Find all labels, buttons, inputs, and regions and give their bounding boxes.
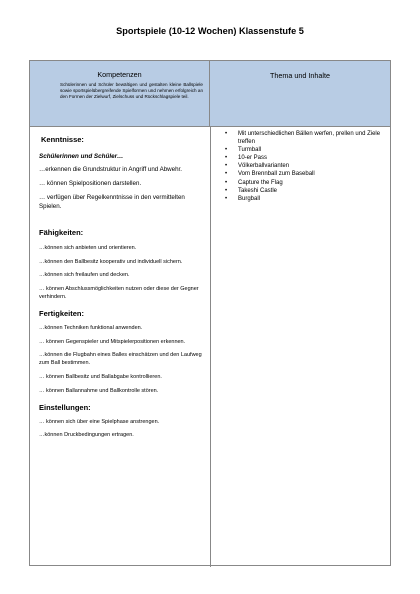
faehigkeiten-item: …können sich anbieten und orientieren. bbox=[39, 244, 137, 251]
kenntnisse-subheading: Schülerinnen und Schüler… bbox=[39, 153, 124, 160]
fertigkeiten-item: … können Gegenspieler und Mitspielerpositionen erkennen. bbox=[39, 338, 186, 345]
fertigkeiten-item: … können Ballbesitz und Ballabgabe kontrollieren. bbox=[39, 373, 162, 380]
list-item bbox=[220, 187, 385, 195]
thema-list bbox=[220, 130, 385, 203]
bullet-icon: • bbox=[225, 131, 228, 137]
curriculum-table bbox=[29, 60, 391, 566]
list-item bbox=[220, 170, 385, 178]
thema-header-cell bbox=[210, 61, 390, 127]
thema-item: Burgball bbox=[238, 195, 261, 202]
list-item bbox=[220, 179, 385, 187]
thema-item: Takeshi Castle bbox=[238, 187, 278, 194]
fertigkeiten-item: …können die Flugbahn eines Balles einschätzen und den Laufweg zum Ball bestimmen. bbox=[39, 352, 202, 367]
kompetenzen-description: Schülerinnen und Schüler bewältigen und gestalten kleine Ballspiele sowie sportspielübergreifende Spielformen und nehmen erfolgreich an den Formen der Zielwurf, Zielschuss und Rückschlagspiele teil. bbox=[60, 82, 203, 99]
thema-item: Vom Brennball zum Baseball bbox=[238, 171, 315, 178]
kenntnisse-item: …erkennen die Grundstruktur in Angriff und Abwehr. bbox=[39, 166, 182, 173]
faehigkeiten-heading: Fähigkeiten: bbox=[39, 227, 84, 237]
thema-body bbox=[220, 130, 385, 203]
kompetenzen-body bbox=[39, 135, 207, 440]
einstellungen-item: …können Druckbedingungen ertragen. bbox=[39, 432, 134, 439]
fertigkeiten-item: … können Ballannahme und Ballkontrolle stören. bbox=[39, 387, 159, 394]
page-title: Sportspiele (10-12 Wochen) Klassenstufe 5 bbox=[116, 26, 304, 36]
faehigkeiten-item: …können sich freilaufen und decken. bbox=[39, 272, 130, 279]
bullet-icon: • bbox=[225, 179, 228, 186]
kenntnisse-heading: Kenntnisse: bbox=[41, 135, 84, 144]
kenntnisse-item: … können Spielpositionen darstellen. bbox=[39, 180, 142, 188]
bullet-icon: • bbox=[225, 147, 228, 154]
bullet-icon: • bbox=[225, 155, 228, 162]
list-item bbox=[220, 130, 385, 146]
list-item bbox=[220, 146, 385, 154]
kompetenzen-header-cell bbox=[30, 61, 210, 127]
thema-item: Völkerballvarianten bbox=[238, 163, 290, 170]
kenntnisse-item: … verfügen über Regelkenntnisse in den vermittelten Spielen. bbox=[39, 194, 185, 210]
thema-header: Thema und Inhalte bbox=[270, 71, 330, 80]
bullet-icon: • bbox=[225, 195, 228, 202]
bullet-icon: • bbox=[225, 187, 228, 194]
fertigkeiten-heading: Fertigkeiten: bbox=[39, 308, 85, 318]
einstellungen-item: … können sich über eine Spielphase anstrengen. bbox=[39, 418, 160, 425]
einstellungen-heading: Einstellungen: bbox=[39, 402, 91, 412]
faehigkeiten-item: …können den Ballbesitz kooperativ und individuell sichern. bbox=[39, 258, 183, 265]
fertigkeiten-item: …können Techniken funktional anwenden. bbox=[39, 324, 143, 331]
bullet-icon: • bbox=[225, 163, 228, 170]
kompetenzen-header: Kompetenzen bbox=[97, 70, 142, 79]
faehigkeiten-item: … können Abschlussmöglichkeiten nutzen oder diese der Gegner verhindern. bbox=[39, 286, 199, 300]
list-item bbox=[220, 162, 385, 170]
thema-item: 10-er Pass bbox=[238, 155, 268, 162]
thema-item: Capture the Flag bbox=[238, 179, 283, 186]
list-item bbox=[220, 195, 385, 203]
list-item bbox=[220, 154, 385, 162]
column-divider bbox=[210, 127, 211, 567]
bullet-icon: • bbox=[225, 171, 228, 178]
thema-item: Turmball bbox=[238, 147, 262, 154]
thema-item: Mit unterschiedlichen Bällen werfen, prellen und Ziele treffen bbox=[238, 131, 381, 146]
